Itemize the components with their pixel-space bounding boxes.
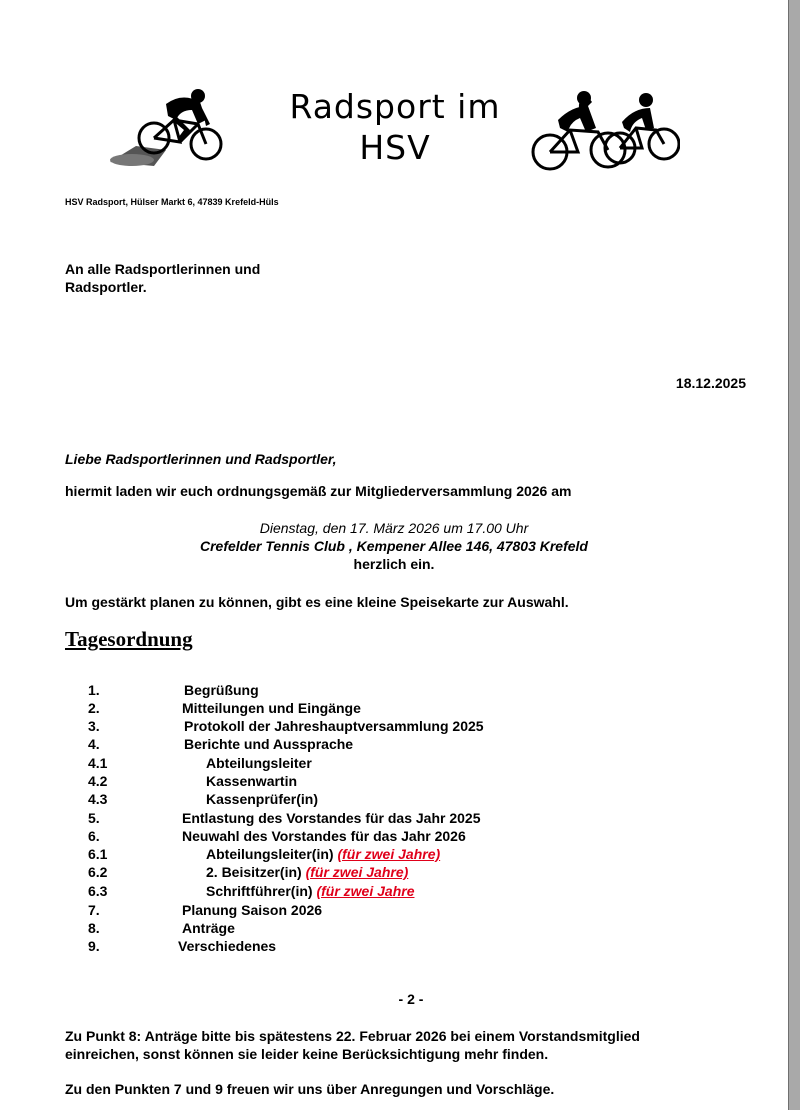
agenda-num: 5.	[88, 810, 100, 826]
cyclist-logo-left-icon	[106, 86, 226, 176]
agenda-num: 4.2	[88, 773, 108, 789]
agenda-num: 4.1	[88, 755, 108, 771]
agenda-term-note: (für zwei Jahre)	[305, 864, 409, 880]
event-closing: herzlich ein.	[353, 556, 435, 572]
agenda-text: Verschiedenes	[178, 938, 277, 954]
agenda-text: Planung Saison 2026	[182, 902, 323, 918]
agenda-text: Anträge	[182, 920, 235, 936]
agenda-num: 7.	[88, 902, 100, 918]
agenda-num: 1.	[88, 682, 100, 698]
recipient-line-1: An alle Radsportlerinnen und	[65, 261, 261, 277]
agenda-term-note: (für zwei Jahre	[316, 883, 415, 899]
point-8-label: Zu Punkt 8:	[65, 1028, 142, 1044]
agenda-list	[88, 682, 688, 962]
agenda-text: Abteilungsleiter	[206, 755, 312, 771]
point-8-line-2: einreichen, sonst können sie leider keine Berücksichtigung mehr finden.	[65, 1046, 549, 1062]
agenda-num: 6.	[88, 828, 100, 844]
intro-text: hiermit laden wir euch ordnungsgemäß zur Mitgliederversammlung 2026 am	[65, 483, 572, 499]
event-date: Dienstag, den 17. März 2026 um 17.00 Uhr	[259, 520, 529, 536]
agenda-num: 6.3	[88, 883, 108, 899]
title-line-2: HSV	[359, 128, 431, 167]
agenda-term-note: (für zwei Jahre)	[337, 846, 441, 862]
agenda-text-main: Abteilungsleiter(in)	[206, 846, 334, 862]
point-8-note	[65, 1027, 755, 1063]
agenda-text: Protokoll der Jahreshauptversammlung 2025	[184, 718, 484, 734]
letterhead-title	[270, 86, 520, 168]
agenda-text	[206, 846, 440, 862]
sender-address: HSV Radsport, Hülser Markt 6, 47839 Krefeld-Hüls	[65, 197, 279, 207]
agenda-text: Entlastung des Vorstandes für das Jahr 2025	[182, 810, 481, 826]
agenda-num: 8.	[88, 920, 100, 936]
agenda-num: 6.2	[88, 864, 108, 880]
letter-date: 18.12.2025	[675, 375, 746, 391]
agenda-num: 4.	[88, 736, 100, 752]
recipient-line-2: Radsportler.	[65, 279, 147, 295]
agenda-num: 3.	[88, 718, 100, 734]
agenda-text: Mitteilungen und Eingänge	[182, 700, 361, 716]
agenda-text-main: 2. Beisitzer(in)	[206, 864, 302, 880]
page-number: - 2 -	[398, 991, 424, 1007]
agenda-text-main: Schriftführer(in)	[206, 883, 313, 899]
point-8-line-1	[65, 1027, 755, 1045]
agenda-text	[206, 864, 408, 880]
agenda-heading: Tagesordnung	[65, 627, 193, 651]
agenda-text: Kassenprüfer(in)	[206, 791, 319, 807]
agenda-num: 2.	[88, 700, 100, 716]
menu-note: Um gestärkt planen zu können, gibt es eine kleine Speisekarte zur Auswahl.	[65, 594, 569, 610]
cyclists-logo-right-icon	[524, 88, 680, 172]
agenda-text	[206, 883, 414, 899]
event-details	[0, 519, 788, 573]
event-venue: Crefelder Tennis Club , Kempener Allee 146, 47803 Krefeld	[199, 538, 588, 554]
agenda-text: Berichte und Aussprache	[184, 736, 354, 752]
agenda-num: 4.3	[88, 791, 108, 807]
recipient-block	[65, 260, 260, 296]
agenda-text: Neuwahl des Vorstandes für das Jahr 2026	[182, 828, 466, 844]
agenda-num: 9.	[88, 938, 100, 954]
title-line-1: Radsport im	[289, 87, 501, 126]
salutation: Liebe Radsportlerinnen und Radsportler,	[65, 451, 337, 467]
agenda-num: 6.1	[88, 846, 108, 862]
point-8-text: Anträge bitte bis spätestens 22. Februar 2026 bei einem Vorstandsmitglied	[141, 1028, 640, 1044]
agenda-text: Kassenwartin	[206, 773, 298, 789]
closing-note: Zu den Punkten 7 und 9 freuen wir uns über Anregungen und Vorschläge.	[65, 1081, 555, 1097]
agenda-text: Begrüßung	[184, 682, 259, 698]
